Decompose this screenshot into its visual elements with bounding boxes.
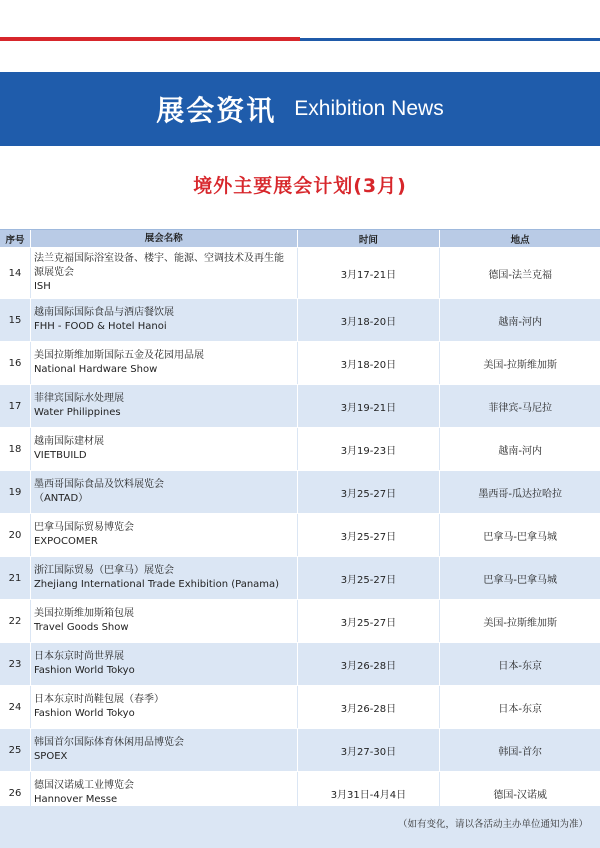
row-number: 18 — [8, 443, 22, 455]
table-row — [0, 556, 600, 599]
row-number: 21 — [8, 572, 22, 584]
exhibition-name-line: 越南国际建材展 — [33, 436, 104, 447]
exhibition-place: 美国-拉斯维加斯 — [483, 617, 557, 629]
exhibition-date: 3月25-27日 — [298, 600, 441, 642]
exhibition-place: 巴拿马-巴拿马城 — [483, 531, 557, 543]
exhibition-place: 韩国-首尔 — [498, 746, 542, 758]
footnote-bar — [0, 806, 600, 848]
row-number: 22 — [8, 615, 22, 627]
exhibition-date: 3月27-30日 — [298, 729, 441, 771]
exhibition-name-line: 德国汉诺威工业博览会 — [33, 780, 134, 791]
table-row — [0, 728, 600, 771]
exhibition-place: 美国-拉斯维加斯 — [483, 359, 557, 371]
exhibition-date: 3月26-28日 — [298, 686, 441, 728]
exhibition-name-line: 日本东京时尚鞋包展（春季） — [33, 694, 164, 705]
exhibition-place: 菲律宾-马尼拉 — [488, 402, 552, 414]
exhibition-name-line: FHH - FOOD & Hotel Hanoi — [33, 321, 167, 332]
exhibition-name-line: 美国拉斯维加斯国际五金及花园用品展 — [33, 350, 204, 361]
exhibition-date: 3月25-27日 — [298, 514, 441, 556]
exhibition-name — [30, 557, 298, 599]
row-number: 26 — [8, 787, 22, 799]
table-header — [0, 230, 600, 247]
row-number: 15 — [8, 314, 22, 326]
exhibition-name-line: Travel Goods Show — [33, 622, 129, 633]
exhibition-name — [30, 385, 298, 427]
exhibition-name — [30, 514, 298, 556]
exhibition-name — [30, 299, 298, 341]
table-row — [0, 513, 600, 556]
exhibition-name — [30, 342, 298, 384]
exhibition-name-line: ISH — [33, 281, 51, 292]
exhibition-name-line: Hannover Messe — [33, 794, 118, 805]
exhibition-place: 日本-东京 — [498, 660, 542, 672]
exhibition-date: 3月25-27日 — [298, 557, 441, 599]
table-body — [0, 247, 600, 814]
row-number: 16 — [8, 357, 22, 369]
exhibition-date: 3月17-21日 — [298, 248, 441, 298]
exhibition-name-line: 法兰克福国际浴室设备、楼宇、能源、空调技术及再生能 — [33, 253, 284, 264]
exhibition-place: 德国-汉诺威 — [493, 789, 547, 801]
table-row — [0, 341, 600, 384]
row-number: 24 — [8, 701, 22, 713]
exhibition-name-line: 巴拿马国际贸易博览会 — [33, 522, 134, 533]
table-row — [0, 298, 600, 341]
exhibition-name — [30, 248, 298, 298]
top-rule-blue — [300, 38, 600, 41]
exhibition-name — [30, 428, 298, 470]
exhibition-place: 越南-河内 — [498, 445, 542, 457]
exhibition-date: 3月26-28日 — [298, 643, 441, 685]
table-row — [0, 642, 600, 685]
page-title: 境外主要展会计划(3月) — [193, 175, 407, 197]
exhibition-date: 3月31日-4月4日 — [298, 772, 441, 814]
section-banner — [0, 72, 600, 146]
exhibition-name-line: National Hardware Show — [33, 364, 158, 375]
exhibition-name-line: 韩国首尔国际体育休闲用品博览会 — [33, 737, 184, 748]
exhibition-name-line: Zhejiang International Trade Exhibition (Panama) — [33, 579, 280, 590]
exhibition-place: 墨西哥-瓜达拉哈拉 — [478, 488, 562, 500]
exhibition-date: 3月18-20日 — [298, 342, 441, 384]
exhibition-date: 3月18-20日 — [298, 299, 441, 341]
exhibition-table — [0, 229, 600, 814]
header-date: 时间 — [298, 230, 441, 247]
exhibition-name-line: 浙江国际贸易（巴拿马）展览会 — [33, 565, 174, 576]
footnote: （如有变化，请以各活动主办单位通知为准） — [397, 819, 588, 830]
exhibition-place: 巴拿马-巴拿马城 — [483, 574, 557, 586]
table-row — [0, 599, 600, 642]
table-row — [0, 685, 600, 728]
banner-title-en: Exhibition News — [294, 97, 444, 120]
exhibition-name-line: 菲律宾国际水处理展 — [33, 393, 124, 404]
exhibition-name-line: Fashion World Tokyo — [33, 708, 135, 719]
row-number: 25 — [8, 744, 22, 756]
header-place: 地点 — [510, 234, 530, 246]
exhibition-name-line: （ANTAD） — [33, 493, 89, 504]
exhibition-name-line: 源展览会 — [33, 267, 74, 278]
table-row — [0, 427, 600, 470]
exhibition-name-line: EXPOCOMER — [33, 536, 98, 547]
banner-title-cn: 展会资讯 — [156, 94, 277, 127]
exhibition-date: 3月19-23日 — [298, 428, 441, 470]
exhibition-date: 3月19-21日 — [298, 385, 441, 427]
exhibition-date: 3月25-27日 — [298, 471, 441, 513]
exhibition-name-line: 美国拉斯维加斯箱包展 — [33, 608, 134, 619]
exhibition-name-line: 日本东京时尚世界展 — [33, 651, 124, 662]
exhibition-name — [30, 729, 298, 771]
exhibition-name-line: VIETBUILD — [33, 450, 87, 461]
row-number: 17 — [8, 400, 22, 412]
row-number: 14 — [8, 267, 22, 279]
row-number: 20 — [8, 529, 22, 541]
row-number: 23 — [8, 658, 22, 670]
exhibition-name-line: SPOEX — [33, 751, 68, 762]
header-no: 序号 — [5, 234, 25, 246]
exhibition-name-line: Fashion World Tokyo — [33, 665, 135, 676]
exhibition-place: 德国-法兰克福 — [488, 269, 552, 281]
exhibition-name — [30, 643, 298, 685]
exhibition-name-line: Water Philippines — [33, 407, 121, 418]
exhibition-name-line: 墨西哥国际食品及饮料展览会 — [33, 479, 164, 490]
exhibition-name — [30, 600, 298, 642]
table-row — [0, 470, 600, 513]
table-row — [0, 247, 600, 298]
exhibition-name — [30, 686, 298, 728]
top-rule-red — [0, 37, 300, 41]
header-name: 展会名称 — [30, 230, 298, 247]
exhibition-place: 越南-河内 — [498, 316, 542, 328]
exhibition-place: 日本-东京 — [498, 703, 542, 715]
exhibition-name-line: 越南国际国际食品与酒店餐饮展 — [33, 307, 174, 318]
row-number: 19 — [8, 486, 22, 498]
table-row — [0, 384, 600, 427]
exhibition-name — [30, 471, 298, 513]
